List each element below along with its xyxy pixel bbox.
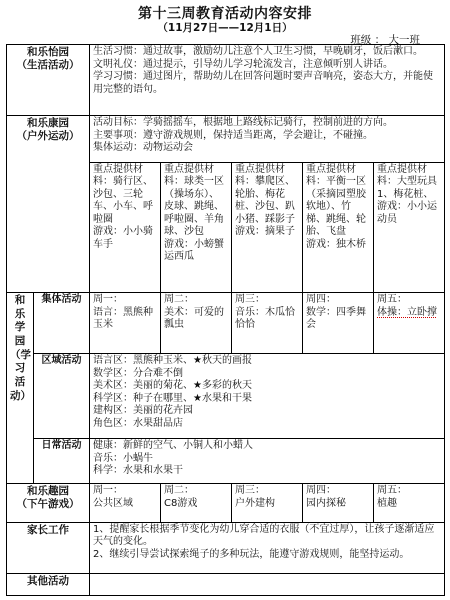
outdoor-section-label: 和乐康园 （户外运动）: [7, 116, 90, 293]
games-day-1: 周一： 公共区域: [90, 484, 161, 523]
learning-section-label: 和乐学园（学习活动）: [7, 293, 34, 484]
date-range: （11月27日——12月1日）: [157, 22, 293, 34]
learning-daily-content: [90, 439, 445, 484]
outdoor-goals: [90, 116, 445, 163]
games-section-label: 和乐趣园 （下午游戏）: [7, 484, 90, 523]
area-line: 数学区：分合难不倒: [93, 367, 183, 379]
class-label: 班级 ： 大一班: [350, 34, 420, 46]
life-line: 文明礼仪：通过提示，引导幼儿学习轮流发言，注意倾听别人讲话。: [93, 58, 393, 70]
daily-line: 健康：新鲜的空气、小铜人和小蜡人: [93, 440, 253, 452]
family-content: [90, 522, 445, 573]
games-day-5: 周五： 植趣: [374, 484, 445, 523]
row-games: [7, 484, 445, 523]
collective-day-5: 周五： 体操：立卧撑: [374, 293, 445, 354]
outdoor-zone-3: 重点提供材料：攀爬区、轮胎、梅花桩、沙包、趴小猪、踩影子 游戏：摘果子: [232, 162, 303, 292]
row-learning-collective: [7, 293, 445, 354]
life-content: [90, 45, 445, 116]
area-line: 语言区：黑熊种玉米、★秋天的画报: [93, 355, 252, 367]
outdoor-zone-5: 重点提供材料：大型玩具1、梅花桩、 游戏：小小运动员: [374, 162, 445, 292]
outdoor-zone-2: 重点提供材料：球类一区（操场东）、皮球、跳绳、呼啦圈、羊角球、沙包 游戏：小螃蟹运西瓜: [161, 162, 232, 292]
learning-area-label: 区域活动: [34, 354, 90, 439]
row-outdoor-goals: [7, 116, 445, 163]
games-day-3: 周三： 户外建构: [232, 484, 303, 523]
row-family: [7, 522, 445, 573]
collective-day-2: 周二： 美术：可爱的瓢虫: [161, 293, 232, 354]
schedule-table: [6, 44, 445, 596]
other-section-label: 其他活动: [7, 573, 90, 595]
area-line: 科学区：种子在哪里、★水果和干果: [93, 392, 252, 404]
outdoor-zone-1: 重点提供材料：骑行区、沙包、三轮车、小车、呼啦圈 游戏：小小骑车手: [90, 162, 161, 292]
collective-day-4: 周四： 数学：四季舞会: [303, 293, 374, 354]
learning-area-content: [90, 354, 445, 439]
games-day-4: 周四： 园内探秘: [303, 484, 374, 523]
games-day-2: 周二： C8游戏: [161, 484, 232, 523]
row-learning-area: [7, 354, 445, 439]
area-line: 建构区：美丽的花卉园: [93, 405, 193, 417]
learning-collective-label: 集体活动: [34, 293, 90, 354]
page-title: 第十三周教育活动内容安排: [138, 6, 312, 22]
collective-day-3: 周三： 音乐：木瓜恰恰恰: [232, 293, 303, 354]
life-line: 生活习惯：通过故事，激励幼儿注意个人卫生习惯，早晚刷牙，饭后漱口。: [93, 46, 423, 57]
outdoor-collective: 集体运动：动物运动会: [93, 142, 193, 154]
collective-day-1: 周一： 语言：黑熊种玉米: [90, 293, 161, 354]
outdoor-goal: 活动目标：学骑摇摇车，根据地上路线标记骑行，控制前进的方向。: [93, 117, 393, 129]
life-section-label: 和乐怡园 （生活活动）: [7, 45, 90, 116]
family-line: 2、继续引导尝试探索绳子的多种玩法，能遵守游戏规则，能坚持运动。: [93, 548, 410, 560]
row-learning-daily: [7, 439, 445, 484]
family-section-label: 家长工作: [7, 522, 90, 573]
family-line: 1、提醒家长根据季节变化为幼儿穿合适的衣服（不宜过厚），让孩子逐渐适应天气的变化。: [93, 523, 435, 548]
row-life: [7, 45, 445, 116]
area-line: 角色区：水果甜品店: [93, 417, 183, 429]
learning-daily-label: 日常活动: [34, 439, 90, 484]
outdoor-rule: 主要事项：遵守游戏规则，保持适当距离，学会避让，不碰撞。: [93, 129, 373, 141]
outdoor-zone-4: 重点提供材料：平衡一区（采摘园塑胶软地）、竹梯、跳绳、轮胎、飞盘 游戏：独木桥: [303, 162, 374, 292]
row-other: [7, 573, 445, 595]
daily-line: 科学：水果和水果干: [93, 465, 183, 477]
life-line: 学习习惯：通过图片，帮助幼儿在回答问题时要声音响亮，姿态大方，并能使用完整的语句。: [93, 71, 433, 95]
other-content: [90, 573, 445, 595]
area-line: 美术区：美丽的菊花、★多彩的秋天: [93, 380, 252, 392]
daily-line: 音乐：小蜗牛: [93, 452, 153, 464]
